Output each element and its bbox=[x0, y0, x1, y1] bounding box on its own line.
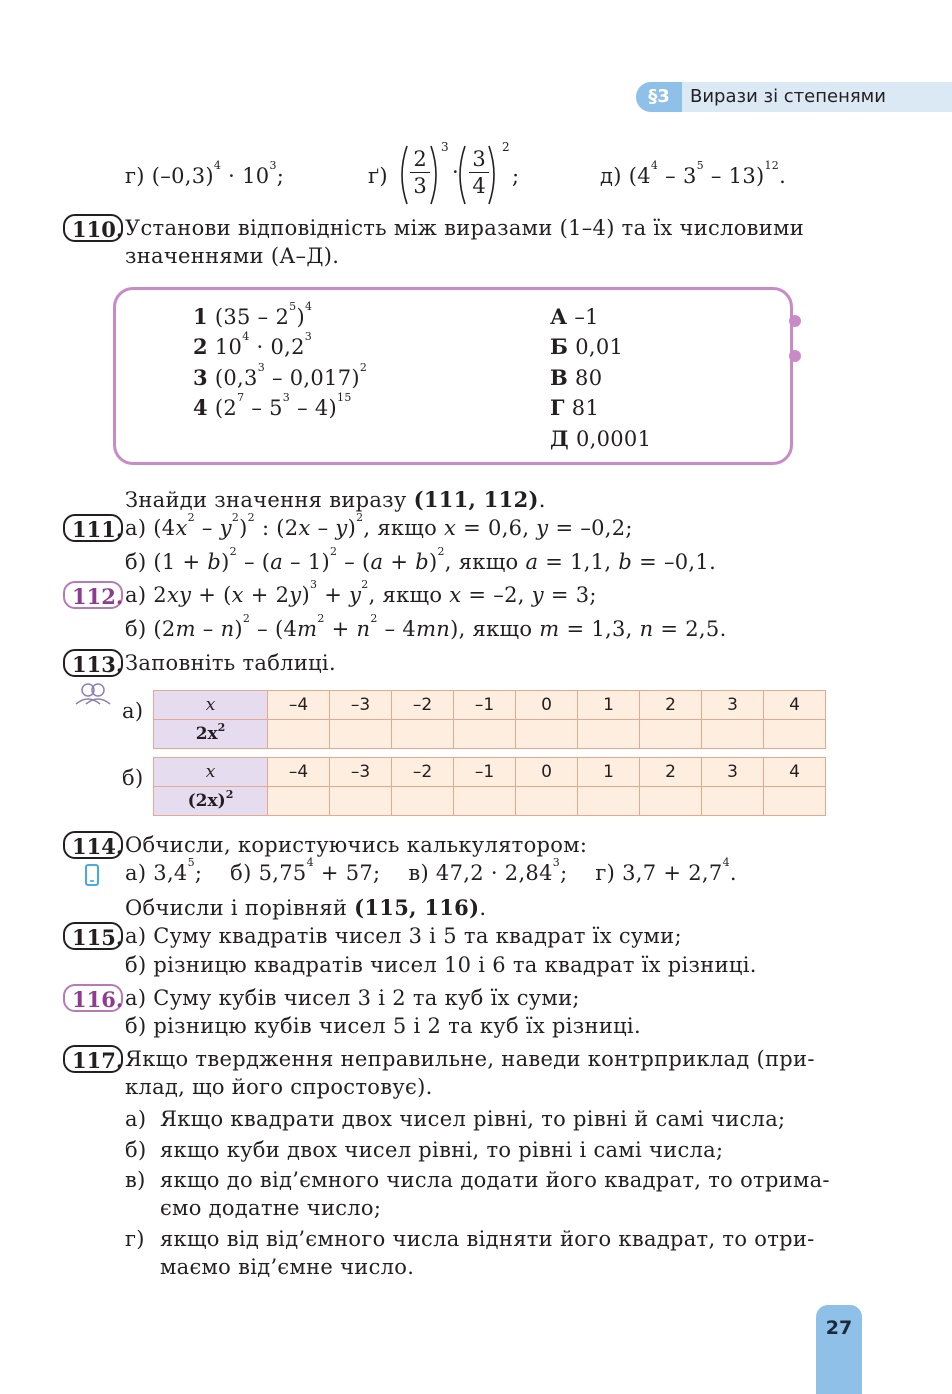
ex117-a-key: а) bbox=[125, 1107, 147, 1131]
header-cell: $(2x)^2$ bbox=[154, 787, 268, 816]
empty-cell[interactable] bbox=[330, 787, 392, 816]
empty-cell[interactable] bbox=[764, 720, 826, 749]
empty-cell[interactable] bbox=[516, 720, 578, 749]
ex111-b: б) $(1 + b)^2 - (a - 1)^2 - (a + b)^2$, якщо a = 1,1, b = –0,1. bbox=[125, 545, 717, 574]
page-number: 27 bbox=[816, 1305, 862, 1394]
empty-cell[interactable] bbox=[268, 720, 330, 749]
x-cell: –1 bbox=[454, 691, 516, 720]
phone-calculator-icon bbox=[85, 864, 99, 886]
empty-cell[interactable] bbox=[640, 720, 702, 749]
exercise-number-113: 113. bbox=[63, 649, 123, 677]
ex117-g-key: г) bbox=[125, 1227, 145, 1251]
match-right-B: Б 0,01 bbox=[550, 334, 624, 359]
exercise-number-115: 115. bbox=[63, 922, 123, 950]
empty-cell[interactable] bbox=[640, 787, 702, 816]
ex110-line1: Установи відповідність між виразами (1–4) та їх числовими bbox=[125, 216, 804, 240]
ex117-g-text2: маємо від’ємне число. bbox=[160, 1255, 415, 1279]
ex117-b-text: якщо куби двох чисел рівні, то рівні і самі числа; bbox=[160, 1138, 724, 1162]
box-dot bbox=[789, 315, 801, 327]
item-g: г) $(-0,3)^4 \cdot 10^3$; bbox=[125, 159, 285, 188]
ex117-v-text2: ємо додатне число; bbox=[160, 1196, 382, 1220]
empty-cell[interactable] bbox=[516, 787, 578, 816]
ex117-g-text: якщо від від’ємного числа відняти його квадрат, то отри- bbox=[160, 1227, 815, 1251]
match-left-4: 4 $(2^7 - 5^3 - 4)^{15}$ bbox=[193, 391, 352, 420]
empty-cell[interactable] bbox=[454, 787, 516, 816]
ex113-text: Заповніть таблиці. bbox=[125, 651, 336, 675]
pair-work-icon bbox=[74, 682, 112, 708]
empty-cell[interactable] bbox=[268, 787, 330, 816]
x-cell: –3 bbox=[330, 691, 392, 720]
match-right-V: В 80 bbox=[550, 365, 603, 390]
ex112-b: б) $(2m - n)^2 - (4m^2 + n^2 - 4mn)$, якщо m = 1,3, n = 2,5. bbox=[125, 612, 727, 641]
section-number: §3 bbox=[636, 82, 682, 112]
empty-cell[interactable] bbox=[578, 787, 640, 816]
ex117-b-key: б) bbox=[125, 1138, 147, 1162]
exercise-number-110: 110. bbox=[63, 214, 123, 242]
x-cell: 4 bbox=[764, 758, 826, 787]
dot: · bbox=[452, 160, 459, 184]
empty-cell[interactable] bbox=[330, 720, 392, 749]
semicolon: ; bbox=[512, 164, 520, 188]
x-cell: –1 bbox=[454, 758, 516, 787]
exercise-number-112: 112. bbox=[63, 581, 123, 609]
match-left-3: 3 $(0,3^3 - 0,017)^2$ bbox=[193, 361, 368, 390]
exercise-number-117: 117. bbox=[63, 1045, 123, 1073]
exercise-number-114: 114. bbox=[63, 831, 123, 859]
x-cell: –4 bbox=[268, 691, 330, 720]
match-left-1: 1 $(35 - 2^5)^4$ bbox=[193, 300, 313, 329]
header-cell: x bbox=[154, 691, 268, 720]
intro-111-112: Знайди значення виразу (111, 112). bbox=[125, 487, 546, 512]
empty-cell[interactable] bbox=[454, 720, 516, 749]
ex117-v-text: якщо до від’ємного числа додати його квадрат, то отрима- bbox=[160, 1168, 830, 1192]
item-d: д) $(4^4 - 3^5 - 13)^{12}$. bbox=[600, 159, 787, 188]
x-cell: 3 bbox=[702, 758, 764, 787]
x-cell: 2 bbox=[640, 691, 702, 720]
exercise-number-116: 116. bbox=[63, 984, 123, 1012]
x-cell: 1 bbox=[578, 758, 640, 787]
ex112-a: а) $2xy + (x + 2y)^3 + y^2$, якщо x = –2, y = 3; bbox=[125, 578, 597, 607]
ex110-line2: значеннями (А–Д). bbox=[125, 244, 340, 268]
x-cell: 0 bbox=[516, 758, 578, 787]
ex111-a: а) $(4x^2 - y^2)^2$ : (2x – y)$^2$, якщо x = 0,6, y = –0,2; bbox=[125, 511, 633, 540]
match-right-A: А –1 bbox=[550, 304, 599, 329]
section-title: Вирази зі степенями bbox=[690, 86, 886, 107]
empty-cell[interactable] bbox=[702, 787, 764, 816]
x-cell: 3 bbox=[702, 691, 764, 720]
ex117-a-text: Якщо квадрати двох чисел рівні, то рівні й самі числа; bbox=[160, 1107, 786, 1131]
table-a-label: а) bbox=[122, 699, 144, 723]
x-cell: –4 bbox=[268, 758, 330, 787]
x-cell: 4 bbox=[764, 691, 826, 720]
ex117-line1: Якщо твердження неправильне, наведи контрприклад (при- bbox=[125, 1047, 815, 1071]
match-left-2: 2 $10^4 \cdot 0,2^3$ bbox=[193, 330, 313, 359]
table-b bbox=[153, 757, 826, 816]
fraction-2-3: $\frac{2}{3}$ bbox=[410, 146, 430, 199]
box-dot bbox=[789, 350, 801, 362]
ex114-items: а) $3,4^5$; б) $5,75^4 + 57$; в) $47,2 \cdot 2,84^3$; г) $3,7 + 2,7^4$. bbox=[125, 856, 737, 885]
ex115-a: а) Суму квадратів чисел 3 і 5 та квадрат їх суми; bbox=[125, 924, 682, 948]
x-cell: –3 bbox=[330, 758, 392, 787]
exercise-number-111: 111. bbox=[63, 514, 123, 542]
empty-cell[interactable] bbox=[392, 787, 454, 816]
x-cell: 1 bbox=[578, 691, 640, 720]
exp: 3 bbox=[441, 140, 449, 154]
ex117-v-key: в) bbox=[125, 1168, 146, 1192]
empty-cell[interactable] bbox=[578, 720, 640, 749]
x-cell: –2 bbox=[392, 691, 454, 720]
fraction-3-4: $\frac{3}{4}$ bbox=[469, 146, 489, 199]
header-cell: x bbox=[154, 758, 268, 787]
ex117-line2: клад, що його спростовує). bbox=[125, 1075, 433, 1099]
x-cell: 0 bbox=[516, 691, 578, 720]
ex116-a: а) Суму кубів чисел 3 і 2 та куб їх суми; bbox=[125, 986, 580, 1010]
x-cell: 2 bbox=[640, 758, 702, 787]
table-a bbox=[153, 690, 826, 749]
match-right-D: Д 0,0001 bbox=[550, 426, 652, 451]
match-right-G: Г 81 bbox=[550, 395, 600, 420]
item-gg-label: ґ) bbox=[368, 164, 388, 188]
empty-cell[interactable] bbox=[392, 720, 454, 749]
empty-cell[interactable] bbox=[702, 720, 764, 749]
x-cell: –2 bbox=[392, 758, 454, 787]
empty-cell[interactable] bbox=[764, 787, 826, 816]
exp: 2 bbox=[502, 140, 510, 154]
intro-115-116: Обчисли і порівняй (115, 116). bbox=[125, 895, 487, 920]
table-b-label: б) bbox=[122, 766, 144, 790]
header-cell: $2x^2$ bbox=[154, 720, 268, 749]
ex115-b: б) різницю квадратів чисел 10 і 6 та квадрат їх різниці. bbox=[125, 953, 757, 977]
ex116-b: б) різницю кубів чисел 5 і 2 та куб їх різниці. bbox=[125, 1014, 641, 1038]
ex114-text: Обчисли, користуючись калькулятором: bbox=[125, 833, 588, 857]
